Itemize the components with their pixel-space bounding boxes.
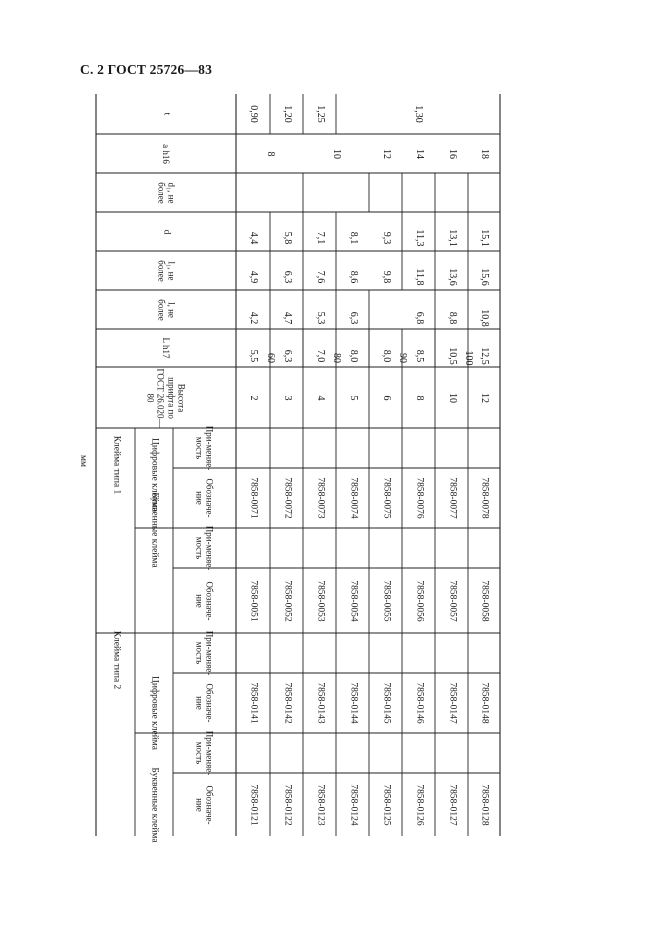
cell-t-090: 0,90 — [247, 105, 259, 123]
cell-l: 10,5 — [446, 347, 458, 365]
cell-t1-letter: 7858-0128 — [479, 783, 490, 826]
cell-t2-letter: 7858-0058 — [479, 579, 490, 622]
cell-t1-letter: 7858-0123 — [314, 783, 325, 826]
header-digit-type1: Цифровые клейма — [149, 676, 160, 750]
cell-t2-digit: 7858-0072 — [281, 477, 292, 519]
cell-L-100: 100 — [462, 350, 474, 366]
cell-l: 8,5 — [413, 349, 425, 363]
cell-l: 8,0 — [347, 349, 359, 363]
header-a: a h16 — [161, 143, 172, 164]
cell-font-height: 5 — [347, 395, 359, 400]
header-digit-type2: Цифровые клейма — [149, 438, 160, 512]
cell-d: 6,3 — [281, 270, 293, 283]
cell-L-80: 80 — [330, 353, 342, 363]
cell-a-8: 8 — [264, 151, 276, 156]
header-d: d — [161, 229, 172, 234]
cell-t2-digit: 7858-0078 — [479, 477, 490, 519]
cell-t2-digit: 7858-0075 — [380, 477, 391, 519]
cell-t2-letter: 7858-0054 — [347, 579, 358, 622]
header-l: l, не более — [156, 298, 177, 321]
cell-d: 9,8 — [380, 270, 392, 283]
cell-t1-digit: 7858-0144 — [347, 682, 358, 724]
cell-t1-letter: 7858-0126 — [413, 783, 424, 826]
t1-letter-applicability: При-меняе-мость — [194, 730, 215, 776]
header-l1: l₁, не более — [156, 259, 177, 282]
cell-t1-letter: 7858-0125 — [380, 783, 391, 826]
cell-l1: 6,3 — [347, 311, 359, 324]
cell-font-height: 10 — [446, 392, 458, 403]
cell-d1: 11,3 — [413, 228, 425, 247]
cell-a-14: 14 — [413, 148, 425, 159]
cell-a-10: 10 — [330, 148, 342, 159]
cell-d1: 4,4 — [247, 231, 259, 244]
cell-font-height: 2 — [247, 395, 259, 400]
cell-t2-letter: 7858-0057 — [446, 579, 457, 622]
cell-d: 4,9 — [247, 270, 259, 283]
cell-d1: 5,8 — [281, 231, 293, 244]
cell-l1: 10,8 — [478, 308, 490, 327]
cell-d: 7,6 — [314, 270, 326, 283]
cell-l1: 5,3 — [314, 311, 326, 324]
cell-font-height: 8 — [413, 395, 425, 400]
cell-t2-letter: 7858-0052 — [281, 579, 292, 622]
cell-t2-digit: 7858-0071 — [248, 477, 259, 519]
cell-L-90: 90 — [396, 353, 408, 363]
cell-font-height: 3 — [281, 395, 293, 400]
cell-l1: 6,8 — [413, 311, 425, 324]
cell-t1-digit: 7858-0143 — [314, 682, 325, 724]
cell-l1: 4,7 — [281, 311, 293, 324]
cell-l1: 8,8 — [446, 311, 458, 324]
cell-t2-letter: 7858-0055 — [380, 579, 391, 622]
cell-t1-letter: 7858-0121 — [248, 783, 259, 826]
cell-t2-letter: 7858-0056 — [413, 579, 424, 622]
cell-t1-digit: 7858-0141 — [248, 682, 259, 724]
cell-t1-digit: 7858-0146 — [413, 682, 424, 724]
cell-t2-digit: 7858-0074 — [347, 477, 358, 519]
cell-d1: 8,1 — [347, 231, 359, 244]
unit-label: мм — [78, 455, 88, 468]
header-type2: Клейма типа 2 — [111, 630, 122, 690]
cell-t-125: 1,25 — [314, 105, 326, 123]
cell-l1: 4,2 — [247, 311, 259, 324]
cell-t2-digit: 7858-0077 — [446, 477, 457, 519]
header-L: L h17 — [161, 337, 172, 359]
cell-t-130: 1,30 — [412, 105, 424, 123]
cell-d1: 7,1 — [314, 231, 326, 244]
cell-d: 13,6 — [446, 267, 458, 286]
cell-font-height: 6 — [380, 395, 392, 400]
cell-t1-digit: 7858-0145 — [380, 682, 391, 724]
cell-a-12: 12 — [380, 148, 392, 159]
cell-d: 11,8 — [413, 267, 425, 286]
cell-t1-letter: 7858-0127 — [446, 783, 457, 826]
cell-t1-digit: 7858-0148 — [479, 682, 490, 724]
t2-letter-applicability: При-меняе-мость — [194, 525, 215, 571]
header-letter-type2: Буквенные клейма — [149, 492, 160, 568]
cell-t1-digit: 7858-0147 — [446, 682, 457, 724]
cell-l: 8,0 — [380, 349, 392, 363]
cell-t1-letter: 7858-0124 — [347, 783, 358, 826]
cell-d: 8,6 — [347, 270, 359, 283]
t2-letter-designation: Обозначе-ние — [194, 580, 215, 621]
cell-t2-letter: 7858-0051 — [248, 579, 259, 622]
header-type1: Клейма типа 1 — [111, 435, 122, 495]
cell-font-height: 4 — [314, 395, 326, 400]
cell-t1-digit: 7858-0142 — [281, 682, 292, 724]
cell-t1-letter: 7858-0122 — [281, 783, 292, 826]
cell-t2-digit: 7858-0073 — [314, 477, 325, 519]
t2-digit-applicability: При-меняе-мость — [194, 425, 215, 471]
t1-digit-applicability: При-меняе-мость — [194, 630, 215, 676]
cell-t2-digit: 7858-0076 — [413, 477, 424, 519]
cell-l: 12,5 — [478, 347, 490, 365]
cell-d: 15,6 — [478, 267, 490, 286]
cell-l: 7,0 — [314, 349, 326, 363]
cell-l: 6,3 — [281, 349, 293, 363]
cell-d1: 9,3 — [380, 231, 392, 244]
header-t: t — [161, 112, 172, 116]
cell-l: 5,5 — [247, 349, 259, 363]
cell-a-16: 16 — [446, 148, 458, 159]
t2-digit-designation: Обозначе-ние — [194, 478, 215, 518]
cell-font-height: 12 — [478, 392, 490, 403]
header-d1: d₁, не более — [156, 181, 177, 204]
t1-digit-designation: Обозначе-ние — [194, 683, 215, 723]
t1-letter-designation: Обозначе-ние — [194, 784, 215, 825]
cell-t-120: 1,20 — [281, 105, 293, 123]
header-font-height: Высота шрифта по ГОСТ 26.020—80 — [145, 367, 187, 428]
cell-a-18: 18 — [478, 148, 490, 159]
cell-d1: 13,1 — [446, 228, 458, 247]
cell-t2-letter: 7858-0053 — [314, 579, 325, 622]
cell-d1: 15,1 — [478, 228, 490, 247]
header-letter-type1: Буквенные клейма — [149, 767, 160, 843]
page-title: С. 2 ГОСТ 25726—83 — [80, 62, 213, 77]
cell-L-60: 60 — [264, 353, 276, 363]
